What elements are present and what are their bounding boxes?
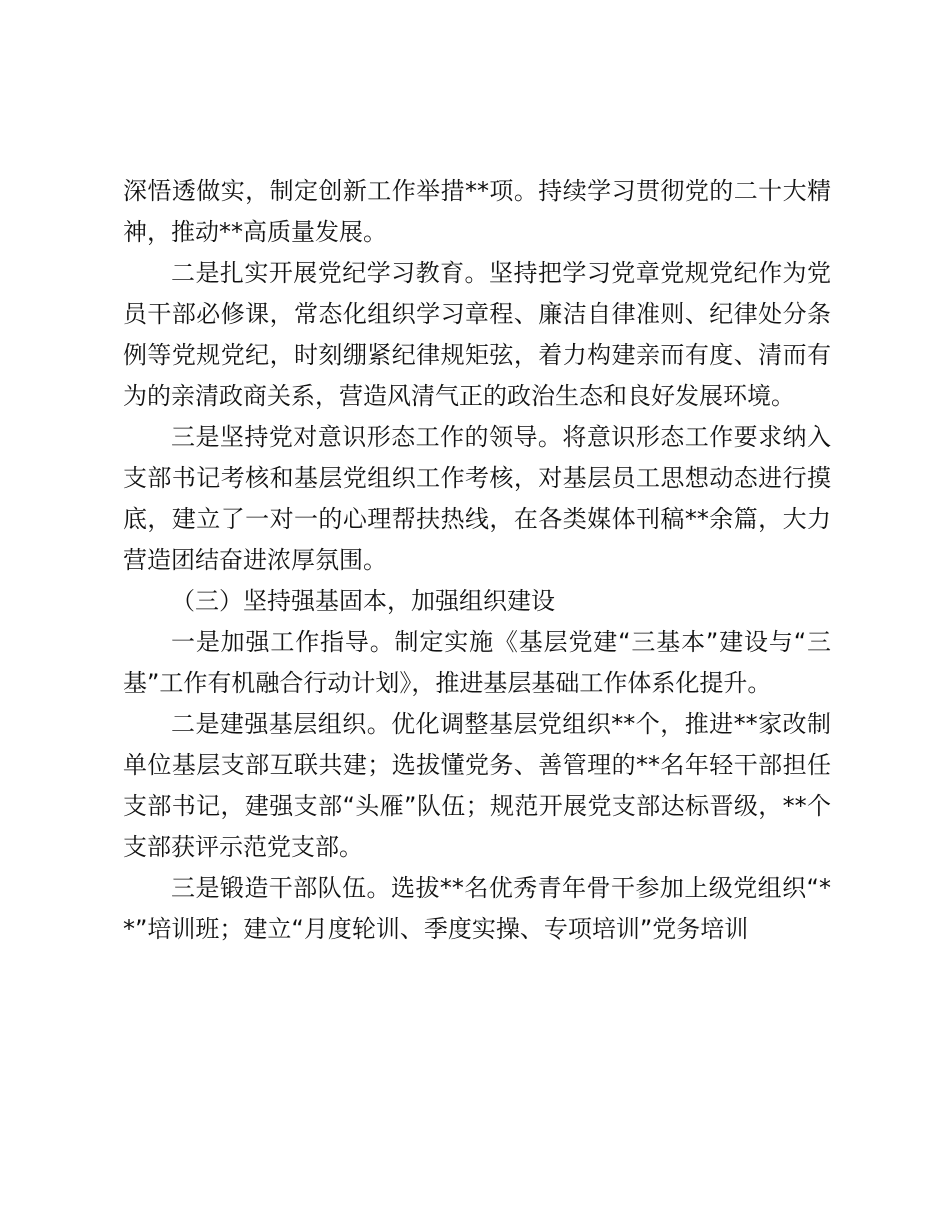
paragraph-party-discipline-education: 二是扎实开展党纪学习教育。坚持把学习党章党规党纪作为党员干部必修课，常态化组织学习章程、廉洁自律准则、纪律处分条例等党规党纪，时刻绷紧纪律规矩弦，着力构建亲而有度、清而有为的亲清政商关系，营造风清气正的政治生态和良好发展环境。 bbox=[123, 259, 831, 410]
paragraph-continuation: 深悟透做实，制定创新工作举措**项。持续学习贯彻党的二十大精神，推动**高质量发展。 bbox=[123, 177, 831, 246]
paragraph-work-guidance: 一是加强工作指导。制定实施《基层党建“三基本”建设与“三基”工作有机融合行动计划》，推进基层基础工作体系化提升。 bbox=[123, 628, 831, 697]
paragraph-ideology-leadership: 三是坚持党对意识形态工作的领导。将意识形态工作要求纳入支部书记考核和基层党组织工作考核，对基层员工思想动态进行摸底，建立了一对一的心理帮扶热线，在各类媒体刊稿**余篇，大力营造团结奋进浓厚氛围。 bbox=[123, 423, 831, 574]
section-heading: （三）坚持强基固本，加强组织建设 bbox=[171, 587, 555, 615]
paragraph-grassroots-organization: 二是建强基层组织。优化调整基层党组织**个，推进**家改制单位基层支部互联共建；选拔懂党务、善管理的**名年轻干部担任支部书记，建强支部“头雁”队伍；规范开展党支部达标晋级，**个支部获评示范党支部。 bbox=[123, 710, 831, 861]
paragraph-cadre-team: 三是锻造干部队伍。选拔**名优秀青年骨干参加上级党组织“**”培训班；建立“月度轮训、季度实操、专项培训”党务培训 bbox=[123, 874, 831, 943]
document-body bbox=[123, 171, 831, 950]
